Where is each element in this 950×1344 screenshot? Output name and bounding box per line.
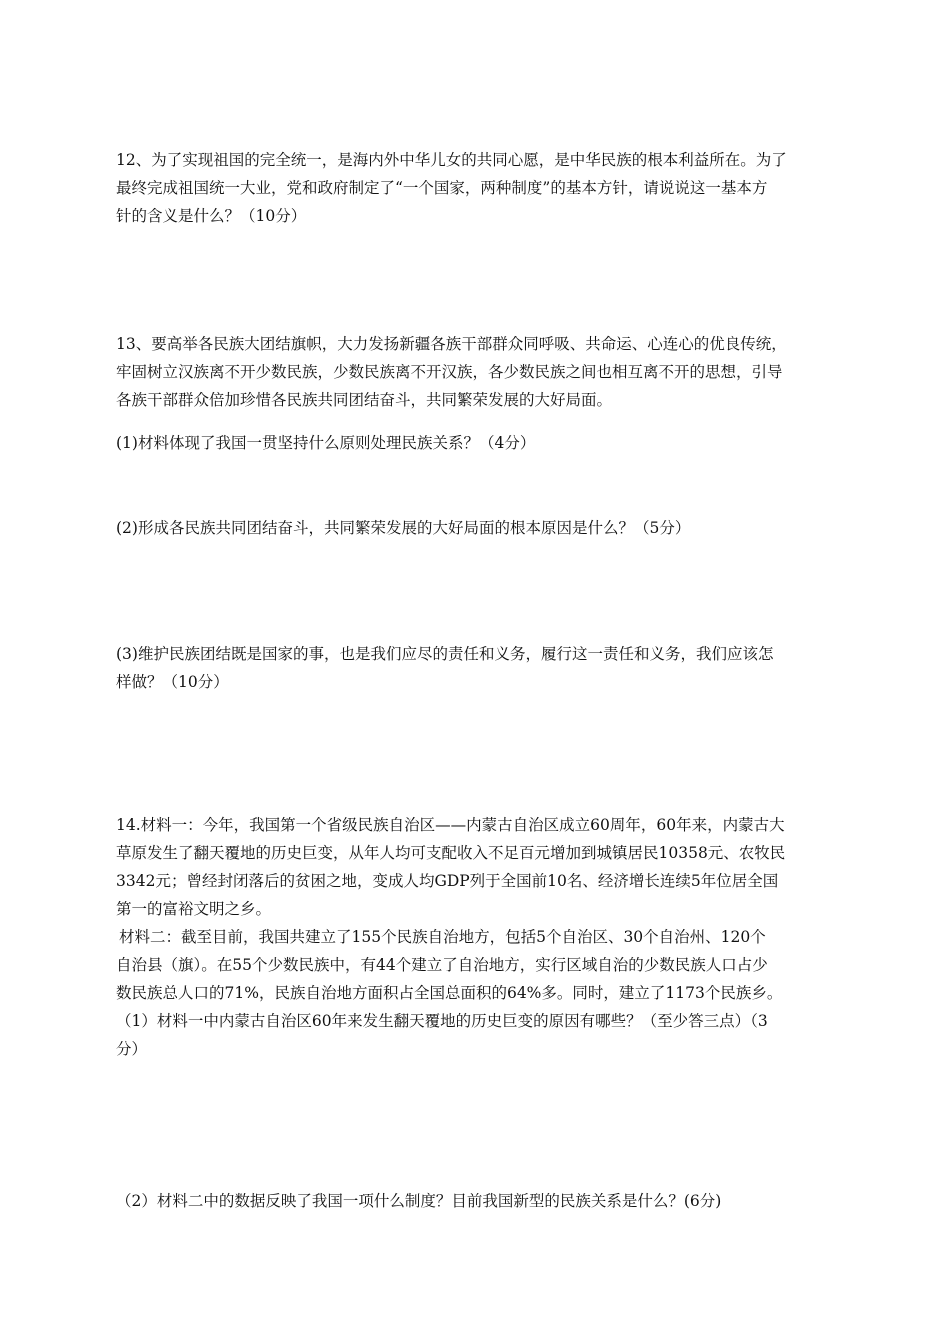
question-12 xyxy=(116,146,838,230)
q12-line-3: 针的含义是什么？（10分） xyxy=(116,207,307,225)
q13-sub2-line: (2)形成各民族共同团结奋斗，共同繁荣发展的大好局面的根本原因是什么？（5分） xyxy=(116,519,691,537)
q13-line-1: 13、要高举各民族大团结旗帜，大力发扬新疆各族干部群众同呼吸、共命运、心连心的优良传统， xyxy=(116,335,787,353)
q14-sub2-line: （2）材料二中的数据反映了我国一项什么制度？目前我国新型的民族关系是什么？(6分) xyxy=(116,1192,722,1210)
q14-material2-line-1: 材料二：截至目前，我国共建立了155个民族自治地方，包括5个自治区、30个自治州、120个 xyxy=(119,928,766,946)
q14-material1-line-2: 草原发生了翻天覆地的历史巨变，从年人均可支配收入不足百元增加到城镇居民10358元、农牧民 xyxy=(116,844,786,862)
q14-material2-line-2: 自治县（旗）。在55个少数民族中，有44个建立了自治地方，实行区域自治的少数民族人口占少 xyxy=(116,956,768,974)
q12-line-2: 最终完成祖国统一大业，党和政府制定了“一个国家，两种制度”的基本方针，请说说这一基本方 xyxy=(116,179,768,197)
q14-sub-question-2 xyxy=(116,1187,838,1215)
q14-material1-line-3: 3342元；曾经封闭落后的贫困之地，变成人均GDP列于全国前10名、经济增长连续5年位居全国 xyxy=(116,872,779,890)
q14-material2-line-3: 数民族总人口的71%，民族自治地方面积占全国总面积的64%多。同时，建立了1173个民族乡。 xyxy=(116,984,783,1002)
q13-sub3-line-1: (3)维护民族团结既是国家的事，也是我们应尽的责任和义务，履行这一责任和义务，我们应该怎 xyxy=(116,645,774,663)
q14-material1-line-1: 14.材料一：今年，我国第一个省级民族自治区——内蒙古自治区成立60周年，60年来，内蒙古大 xyxy=(116,816,785,834)
question-14 xyxy=(116,811,838,1063)
q14-sub1-line-1: （1）材料一中内蒙古自治区60年来发生翻天覆地的历史巨变的原因有哪些？（至少答三点）（3 xyxy=(116,1012,768,1030)
q13-line-2: 牢固树立汉族离不开少数民族，少数民族离不开汉族，各少数民族之间也相互离不开的思想，引导 xyxy=(116,363,783,381)
q14-material1-line-4: 第一的富裕文明之乡。 xyxy=(116,900,272,918)
q14-sub1-line-2: 分） xyxy=(116,1040,148,1058)
q13-sub1-line: (1)材料体现了我国一贯坚持什么原则处理民族关系？（4分） xyxy=(116,434,536,452)
q13-sub-question-1 xyxy=(116,429,838,457)
q13-line-3: 各族干部群众倍加珍惜各民族共同团结奋斗，共同繁荣发展的大好局面。 xyxy=(116,391,613,409)
q13-sub-question-3 xyxy=(116,640,838,696)
question-13 xyxy=(116,330,838,414)
q13-sub3-line-2: 样做？（10分） xyxy=(116,673,229,691)
q13-sub-question-2 xyxy=(116,514,838,542)
q12-line-1: 12、为了实现祖国的完全统一，是海内外中华儿女的共同心愿，是中华民族的根本利益所在。为了 xyxy=(116,151,787,169)
